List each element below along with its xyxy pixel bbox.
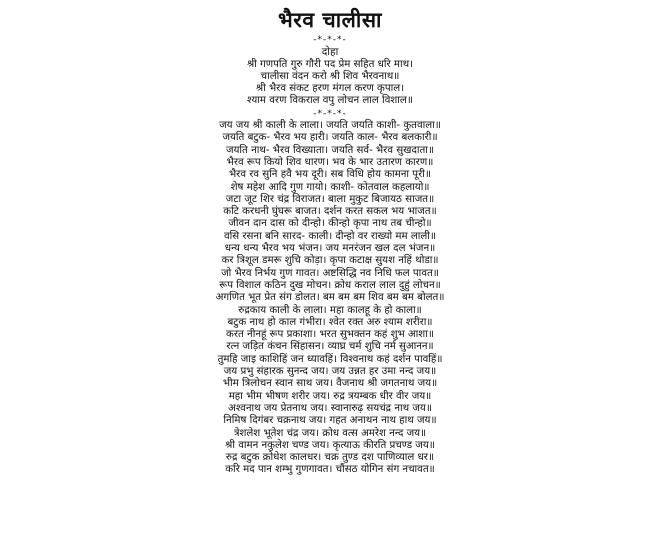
verse-line: वसि रसना बनि सारद- काली। दीन्हो वर राख्यो मम लाली॥ (223, 230, 437, 242)
verse-line: श्री भैरव संकट हरण मंगल करण कृपाल। (255, 83, 405, 95)
verse-line: त्रेशलेश भूतेश चंद्र जय। क्रोध वत्स अमरेश नन्द जय॥ (233, 427, 427, 439)
verse-line: रुद्रकाय काली के लाला। महा कालहू के हो काला॥ (238, 304, 422, 316)
separator-line: -*-*-*- (313, 108, 347, 119)
verse-line: भीम त्रिलोचन स्वान साथ जय। वैजनाथ श्री जगतनाथ जय॥ (222, 378, 438, 390)
verse-line: श्री वामन नकुलेश चण्ड जय। कृत्याऊ कीरति प्रचण्ड जय॥ (225, 439, 435, 451)
verse-line: रूप विशाल कठिन दुख मोचन। क्रोध कराल लाल दुहुं लोचन॥ (219, 279, 441, 291)
verse-line: अगणित भूत प्रेत संग डोलत। बम बम बम शिव बम बम बोलत॥ (215, 292, 445, 304)
verse-line: जो भैरव निर्भय गुण गावत। अष्टसिद्धि नव निधि फल पावत॥ (221, 267, 439, 279)
verse-line: निमिष दिगंबर चक्रनाथ जय। गहत अनाथन नाथ हाथ जय॥ (223, 415, 437, 427)
verse-line: जटा जूट शिर चंद्र विराजत। बाला मुकुट बिजायठ साजत॥ (225, 193, 435, 205)
verse-line: जय प्रभु संहारक सुनन्द जय। जय उन्नत हर उमा नन्द जय॥ (223, 366, 437, 378)
verse-line: अश्‍वनाथ जय प्रेतनाथ जय। स्वानारुढ़ सयचंद्र नाथ जय॥ (228, 402, 432, 414)
verse-line: तुमहि जाइ काशिहिं जन ध्यावहिं। विश्वनाथ कहं दर्शन पावहिं॥ (217, 353, 443, 365)
verse-line: श्याम वरण विकराल वपु लोचन लाल विशाल॥ (247, 95, 413, 107)
section-heading: दोहा (321, 46, 339, 59)
verse-line: करि मद पान शम्भु गुणगावत। चौंसठ योगिन संग नचावत॥ (225, 464, 435, 476)
verse-line: कर त्रिशूल डमरू शुचि कोड़ा। कृपा कटाक्ष सुयश नहिं थोडा॥ (221, 255, 439, 267)
separator-line: -*-*-*- (313, 35, 347, 45)
verse-line: चालीसा वंदन करो श्री शिव भैरवनाथ॥ (260, 70, 400, 82)
verse-line: श्री गणपति गुरु गौरी पद प्रेम सहित धरि माथ। (246, 58, 414, 70)
verse-line: जयति बटुक- भैरव भय हारी। जयति काल- भैरव बलकारी॥ (222, 132, 438, 144)
verse-line: धन्य धन्य भैरव भय भंजन। जय मनरंजन खल दल भंजन॥ (224, 243, 436, 255)
verse-list (0, 34, 660, 477)
verse-line: रुद्र बटुक क्रोधेश कालधर। चक्र तुण्ड दश पाणिव्याल धर॥ (225, 452, 435, 464)
verse-line: रत्‍न जड़ित कंचन सिंहासन। व्याघ्र चर्म शुचि नर्म सुआनन॥ (226, 341, 434, 353)
verse-line: शेष महेश आदि गुण गायो। काशी- कोतवाल कहलायो॥ (230, 181, 430, 193)
verse-line: भैरव रूप कियो शिव धारण। भव के भार उतारण कारण॥ (226, 156, 434, 168)
verse-line: जयति नाथ- भैरव विख्याता। जयति सर्व- भैरव सुखदाता॥ (225, 144, 435, 156)
verse-line: भैरव रव सुनि हवै भय दूरी। सब विधि होय कामना पूरी॥ (228, 169, 431, 181)
verse-line: करत नीनहूं रूप प्रकाशा। भरत सुभक्तन कहं शुभ आशा॥ (226, 329, 434, 341)
verse-line: बटुक नाथ हो काल गंभीरा। श्‍वेत रक्त अरु श्याम शरीरा॥ (227, 316, 433, 328)
verse-line: जीवन दान दास को दीन्हो। कीन्हो कृपा नाथ तब चीन्हो॥ (228, 218, 432, 230)
verse-line: जय जय श्री काली के लाला। जयति जयति काशी- कुतवाला॥ (219, 120, 441, 132)
page-title: भैरव चालीसा (278, 8, 382, 32)
verse-line: महा भीम भीषण शरीर जय। रुद्र त्रयम्बक धीर वीर जय॥ (228, 390, 432, 402)
verse-line: कटि करधनी घुंघरू बाजत। दर्शन करत सकल भय भाजत॥ (223, 206, 437, 218)
